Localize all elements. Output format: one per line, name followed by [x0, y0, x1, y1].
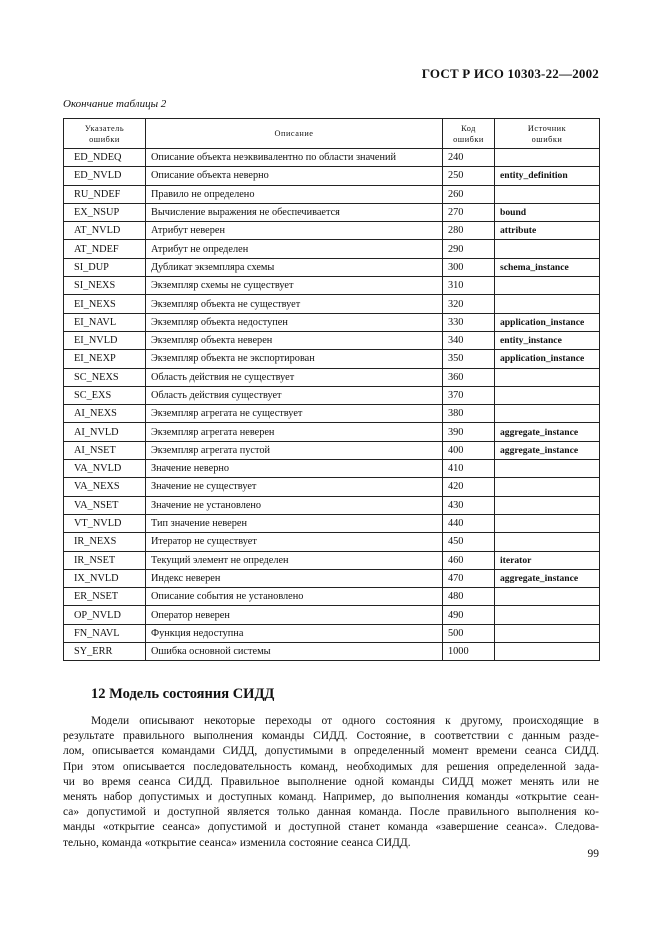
paragraph-line: менять набор допустимых и доступных команд. Например, до выполнения команды «открытие сеан- [63, 790, 599, 803]
cell-description: Значение не существует [146, 478, 443, 496]
cell-code: 430 [443, 496, 495, 514]
cell-pointer: SI_DUP [64, 258, 146, 276]
cell-code: 480 [443, 588, 495, 606]
paragraph-line: Модели описывают некоторые переходы от одного состояния к другому, происходящие в [91, 715, 599, 727]
cell-description: Вычисление выражения не обеспечивается [146, 203, 443, 221]
cell-code: 390 [443, 423, 495, 441]
cell-code: 410 [443, 460, 495, 478]
cell-source [495, 185, 600, 203]
cell-description: Индекс неверен [146, 569, 443, 587]
cell-pointer: VT_NVLD [64, 514, 146, 532]
header-source-line1: Источник [527, 123, 567, 133]
header-code-line1: Код [461, 123, 476, 133]
cell-pointer: ED_NDEQ [64, 149, 146, 167]
table-row [64, 277, 600, 295]
cell-source [495, 478, 600, 496]
cell-code: 400 [443, 441, 495, 459]
cell-source [495, 368, 600, 386]
paragraph-line: При этом описывается последовательность команд, необходимых для решения определенной зада- [63, 760, 599, 773]
cell-pointer: AT_NVLD [64, 222, 146, 240]
table-row [64, 643, 600, 661]
table-row [64, 460, 600, 478]
cell-code: 440 [443, 514, 495, 532]
table-row [64, 588, 600, 606]
cell-description: Экземпляр объекта недоступен [146, 313, 443, 331]
cell-pointer: IR_NSET [64, 551, 146, 569]
table-row [64, 295, 600, 313]
cell-pointer: EI_NEXS [64, 295, 146, 313]
cell-code: 290 [443, 240, 495, 258]
table-row [64, 441, 600, 459]
table-row [64, 203, 600, 221]
cell-pointer: AI_NSET [64, 441, 146, 459]
header-source [495, 119, 600, 149]
cell-source: aggregate_instance [495, 569, 600, 587]
cell-code: 340 [443, 331, 495, 349]
cell-source: attribute [495, 222, 600, 240]
cell-description: Значение не установлено [146, 496, 443, 514]
cell-pointer: ER_NSET [64, 588, 146, 606]
cell-pointer: AT_NDEF [64, 240, 146, 258]
standard-header: ГОСТ Р ИСО 10303-22—2002 [421, 66, 599, 81]
cell-source [495, 588, 600, 606]
cell-code: 240 [443, 149, 495, 167]
cell-description: Экземпляр агрегата не существует [146, 405, 443, 423]
cell-pointer: VA_NVLD [64, 460, 146, 478]
cell-code: 330 [443, 313, 495, 331]
cell-code: 450 [443, 533, 495, 551]
table-row [64, 478, 600, 496]
cell-source: entity_definition [495, 167, 600, 185]
cell-code: 350 [443, 350, 495, 368]
header-description: Описание [146, 119, 443, 149]
cell-description: Атрибут неверен [146, 222, 443, 240]
table-row [64, 423, 600, 441]
cell-source [495, 496, 600, 514]
cell-description: Экземпляр объекта неверен [146, 331, 443, 349]
cell-source [495, 606, 600, 624]
cell-source: iterator [495, 551, 600, 569]
cell-description: Область действия существует [146, 386, 443, 404]
header-source-line2: ошибки [531, 134, 563, 144]
page-number: 99 [587, 848, 599, 860]
table-row [64, 240, 600, 258]
header-pointer-line2: ошибки [89, 134, 120, 144]
paragraph-line: чи во время сеанса СИДД. Правильное выполнение одной команды СИДД может менять или не [63, 775, 599, 788]
table-row [64, 313, 600, 331]
cell-pointer: SC_EXS [64, 386, 146, 404]
cell-source [495, 514, 600, 532]
table-row [64, 606, 600, 624]
table-row [64, 551, 600, 569]
table-row [64, 350, 600, 368]
cell-pointer: AI_NVLD [64, 423, 146, 441]
cell-source [495, 624, 600, 642]
cell-code: 1000 [443, 643, 495, 661]
cell-description: Дубликат экземпляра схемы [146, 258, 443, 276]
cell-code: 320 [443, 295, 495, 313]
table-row [64, 185, 600, 203]
cell-source: schema_instance [495, 258, 600, 276]
cell-description: Атрибут не определен [146, 240, 443, 258]
table-caption: Окончание таблицы 2 [63, 98, 167, 110]
cell-code: 470 [443, 569, 495, 587]
paragraph-line: са» допустимой и доступной является только данная команда. После правильного выполнения ко- [63, 806, 599, 819]
cell-description: Описание объекта неверно [146, 167, 443, 185]
paragraph-line: манды «открытие сеанса» допустимой и доступной станет команда «завершение сеанса». Следова- [63, 821, 599, 834]
paragraph-line: лом, описывается командами СИДД, допустимыми в определенный момент времени сеанса СИДД. [63, 745, 599, 758]
cell-source [495, 295, 600, 313]
cell-pointer: VA_NSET [64, 496, 146, 514]
section-paragraph [63, 714, 599, 851]
cell-pointer: FN_NAVL [64, 624, 146, 642]
cell-source [495, 405, 600, 423]
cell-description: Текущий элемент не определен [146, 551, 443, 569]
cell-source [495, 533, 600, 551]
header-pointer-line1: Указатель [84, 123, 125, 133]
cell-pointer: SY_ERR [64, 643, 146, 661]
table-row [64, 149, 600, 167]
cell-source [495, 643, 600, 661]
cell-source [495, 460, 600, 478]
cell-code: 420 [443, 478, 495, 496]
cell-code: 460 [443, 551, 495, 569]
cell-description: Правило не определено [146, 185, 443, 203]
cell-description: Ошибка основной системы [146, 643, 443, 661]
header-pointer [64, 119, 146, 149]
cell-description: Экземпляр объекта не существует [146, 295, 443, 313]
cell-source [495, 386, 600, 404]
cell-pointer: ED_NVLD [64, 167, 146, 185]
table-header-row [64, 119, 600, 149]
cell-description: Значение неверно [146, 460, 443, 478]
cell-pointer: AI_NEXS [64, 405, 146, 423]
cell-description: Экземпляр агрегата неверен [146, 423, 443, 441]
table-row [64, 167, 600, 185]
cell-code: 300 [443, 258, 495, 276]
cell-code: 490 [443, 606, 495, 624]
table-row [64, 258, 600, 276]
cell-description: Описание события не установлено [146, 588, 443, 606]
table-row [64, 514, 600, 532]
cell-pointer: IR_NEXS [64, 533, 146, 551]
cell-pointer: SI_NEXS [64, 277, 146, 295]
cell-pointer: VA_NEXS [64, 478, 146, 496]
header-code-line2: ошибки [453, 134, 484, 144]
cell-source: application_instance [495, 350, 600, 368]
cell-pointer: SC_NEXS [64, 368, 146, 386]
table-row [64, 222, 600, 240]
cell-description: Тип значение неверен [146, 514, 443, 532]
cell-source [495, 277, 600, 295]
cell-description: Экземпляр схемы не существует [146, 277, 443, 295]
header-code [443, 119, 495, 149]
error-codes-table [63, 118, 600, 661]
table-row [64, 569, 600, 587]
cell-code: 280 [443, 222, 495, 240]
cell-description: Описание объекта неэквивалентно по области значений [146, 149, 443, 167]
cell-code: 260 [443, 185, 495, 203]
cell-description: Область действия не существует [146, 368, 443, 386]
table-row [64, 386, 600, 404]
table-row [64, 368, 600, 386]
paragraph-line: результате правильного выполнения команды СИДД. Состояние, в соответствии с данным разде- [63, 730, 599, 743]
cell-description: Итератор не существует [146, 533, 443, 551]
cell-description: Экземпляр агрегата пустой [146, 441, 443, 459]
cell-pointer: IX_NVLD [64, 569, 146, 587]
cell-pointer: EI_NAVL [64, 313, 146, 331]
cell-pointer: EI_NVLD [64, 331, 146, 349]
table-row [64, 624, 600, 642]
section-title: 12 Модель состояния СИДД [91, 686, 275, 702]
cell-pointer: OP_NVLD [64, 606, 146, 624]
cell-source [495, 149, 600, 167]
cell-source: entity_instance [495, 331, 600, 349]
cell-code: 250 [443, 167, 495, 185]
table-row [64, 405, 600, 423]
cell-description: Оператор неверен [146, 606, 443, 624]
cell-code: 270 [443, 203, 495, 221]
cell-pointer: EX_NSUP [64, 203, 146, 221]
cell-code: 370 [443, 386, 495, 404]
table-body [64, 149, 600, 661]
paragraph-line: тельно, команда «открытие сеанса» изменила состояние сеанса СИДД. [63, 836, 411, 849]
cell-source: bound [495, 203, 600, 221]
cell-code: 310 [443, 277, 495, 295]
table-row [64, 533, 600, 551]
cell-code: 500 [443, 624, 495, 642]
cell-source: application_instance [495, 313, 600, 331]
cell-pointer: RU_NDEF [64, 185, 146, 203]
cell-code: 380 [443, 405, 495, 423]
cell-description: Экземпляр объекта не экспортирован [146, 350, 443, 368]
cell-code: 360 [443, 368, 495, 386]
cell-source: aggregate_instance [495, 423, 600, 441]
cell-source [495, 240, 600, 258]
cell-source: aggregate_instance [495, 441, 600, 459]
table-row [64, 331, 600, 349]
table-row [64, 496, 600, 514]
cell-description: Функция недоступна [146, 624, 443, 642]
cell-pointer: EI_NEXP [64, 350, 146, 368]
